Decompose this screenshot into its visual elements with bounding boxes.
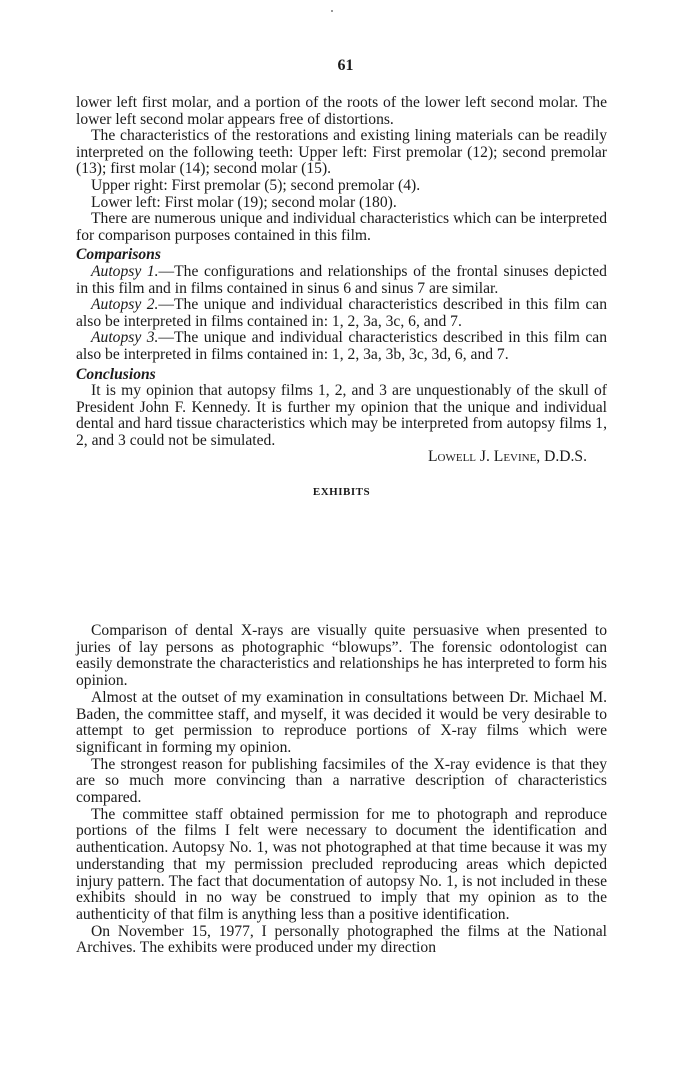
comparisons-heading: Comparisons [76,246,161,264]
autopsy-2-text: —The unique and individual characteristics described in this film can also be interpreted in films contained in: 1, 2, 3a, 3c, 6, and 7. [76,296,607,330]
comparison-autopsy-1 [76,264,607,297]
paragraph: Comparison of dental X-rays are visually quite persuasive when presented to juries of lay persons as photographic “blowups”. The forensic odontologist can easily demonstrate the characteristics and relationships he has interpreted to form his opinion. [76,622,607,690]
exhibits-section [76,623,607,957]
paragraph: The strongest reason for publishing facsimiles of the X-ray evidence is that they are so much more convincing than a narrative description of characteristics compared. [76,755,607,807]
page-number: 61 [337,57,354,74]
autopsy-1-label: Autopsy 1. [91,262,159,280]
paragraph: There are numerous unique and individual characteristics which can be interpreted for comparison purposes contained in this film. [76,210,607,244]
paragraph: Almost at the outset of my examination in consultations between Dr. Michael M. Baden, the committee staff, and myself, it was decided it would be very desirable to attempt to get permission to reproduce portions of X-ray films which were significant in forming my opinion. [76,688,607,756]
autopsy-3-text: —The unique and individual characteristics described in this film can also be interpreted in films contained in: 1, 2, 3a, 3b, 3c, 3d, 6, and 7. [76,329,607,363]
signature: Lowell J. Levine, D.D.S. [428,448,587,466]
conclusions-heading: Conclusions [76,365,156,383]
autopsy-1-text: —The configurations and relationships of the frontal sinuses depicted in this film and in films contained in sinus 6 and sinus 7 are similar. [76,262,607,297]
autopsy-2-label: Autopsy 2. [91,296,159,314]
print-speck [331,10,333,12]
paragraph: lower left first molar, and a portion of the roots of the lower left second molar. The lower left second molar appears free of distortions. [76,94,607,128]
paragraph: Lower left: First molar (19); second molar (180). [91,193,397,211]
report-section [76,95,607,514]
comparison-autopsy-3 [76,330,607,363]
paragraph: On November 15, 1977, I personally photographed the films at the National Archives. The exhibits were produced under my direction [76,922,607,957]
paragraph: Upper right: First premolar (5); second premolar (4). [91,176,421,194]
paragraph: The characteristics of the restorations and existing lining materials can be readily interpreted on the following teeth: Upper left: First premolar (12); second premolar (13); first molar (14); second molar (15). [76,127,607,178]
conclusion-paragraph: It is my opinion that autopsy films 1, 2, and 3 are unquestionably of the skull of President John F. Kennedy. It is further my opinion that the unique and individual dental and hard tissue characteristics which may be interpreted from autopsy films 1, 2, and 3 could not be simulated. [76,382,607,449]
comparison-autopsy-2 [76,297,607,330]
autopsy-3-label: Autopsy 3. [91,329,159,347]
paragraph: The committee staff obtained permission for me to photograph and reproduce portions of the films I felt were necessary to document the identification and authentication. Autopsy No. 1, was not photographed at that time because it was my understanding that my permission precluded reproducing areas which depicted injury pattern. The fact that documentation of autopsy No. 1, is not included in these exhibits should in no way be construed to imply that my opinion as to the authenticity of that film is anything less than a positive identification. [76,805,607,923]
exhibits-heading: EXHIBITS [312,486,371,499]
